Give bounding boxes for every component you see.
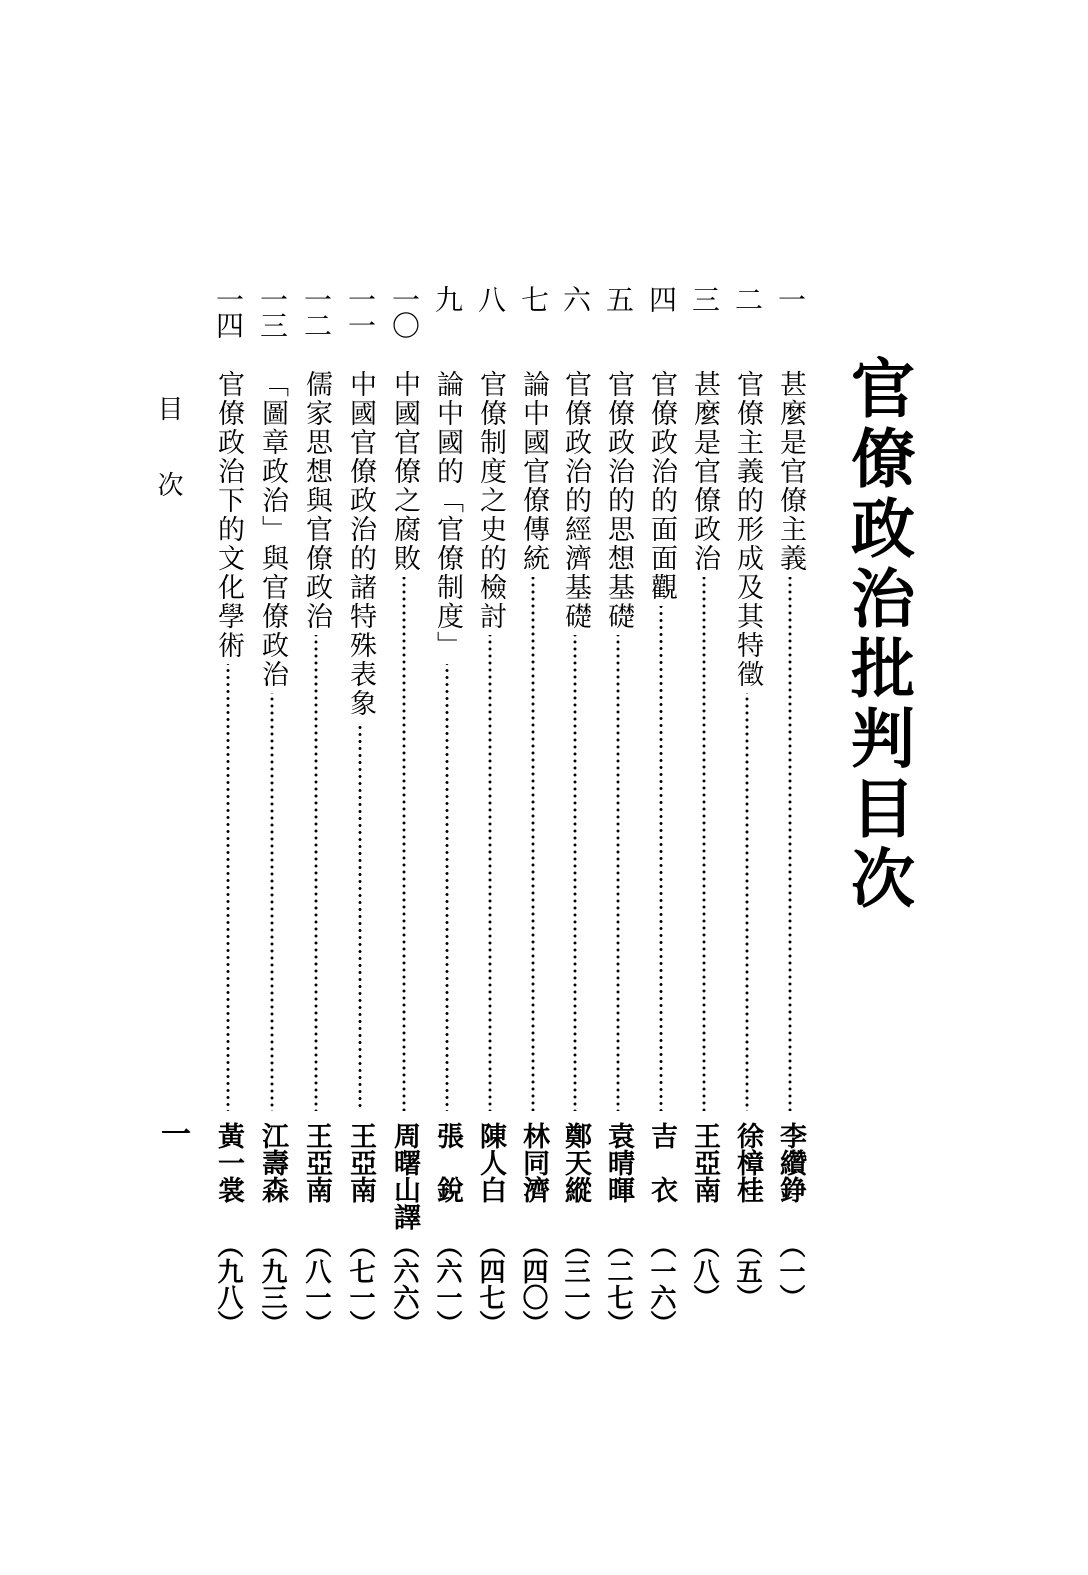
- entry-title: 中國官僚政治的諸特殊表象: [345, 370, 376, 718]
- entry-number: 一三: [256, 285, 289, 337]
- entry-title: 論中國官僚傳統: [518, 370, 549, 573]
- entry-author: 王亞南: [689, 1122, 720, 1203]
- entry-number: 一: [774, 285, 807, 311]
- toc-entry[interactable]: [643, 370, 679, 1115]
- leader-dots: [557, 635, 593, 1111]
- entry-page: （九八）: [213, 1232, 243, 1336]
- entry-title: 甚麼是官僚主義: [775, 370, 806, 573]
- entry-page: （一）: [775, 1232, 805, 1310]
- entry-page: （八一）: [301, 1232, 331, 1336]
- entry-page: （二七）: [603, 1232, 633, 1336]
- entry-number: 四: [645, 285, 678, 311]
- entry-title: 甚麼是官僚政治: [689, 370, 720, 573]
- toc-entry[interactable]: [472, 370, 508, 1115]
- entry-page: （七一）: [345, 1232, 375, 1336]
- leader-dots: [729, 693, 765, 1111]
- entry-title: 官僚制度之史的檢討: [475, 370, 506, 631]
- entry-title: 官僚主義的形成及其特徵: [732, 370, 763, 689]
- entry-number: 一一: [344, 285, 377, 337]
- entry-number: 三: [688, 285, 721, 311]
- entry-page: （九三）: [257, 1232, 287, 1336]
- entry-author: 鄭天縱: [560, 1122, 591, 1203]
- toc-entry[interactable]: [342, 370, 378, 1115]
- entry-page: （五）: [732, 1232, 762, 1310]
- entry-title: 中國官僚之腐敗: [389, 370, 420, 573]
- running-footer: 目次: [153, 395, 183, 547]
- entry-title: 論中國的「官僚制度」: [432, 370, 463, 660]
- page-number: 一: [155, 1118, 190, 1148]
- toc-entry[interactable]: [386, 370, 422, 1115]
- entry-author: 王亞南: [301, 1122, 332, 1203]
- leader-dots: [386, 577, 422, 1111]
- toc-entry[interactable]: [557, 370, 593, 1115]
- entry-page: （一六）: [646, 1232, 676, 1336]
- entry-author: 徐樟桂: [732, 1122, 763, 1203]
- leader-dots: [342, 722, 378, 1111]
- leader-dots: [686, 577, 722, 1111]
- leader-dots: [515, 577, 551, 1111]
- entry-number: 六: [559, 285, 592, 311]
- entry-title: 官僚政治的面面觀: [646, 370, 677, 602]
- entry-author: 袁晴暉: [603, 1122, 634, 1203]
- toc-entry[interactable]: [429, 370, 465, 1115]
- entry-title: 官僚政治下的文化學術: [213, 370, 244, 660]
- entry-author: 吉 衣: [646, 1122, 677, 1203]
- entry-author: 林同濟: [518, 1122, 549, 1203]
- leader-dots: [472, 635, 508, 1111]
- leader-dots: [298, 635, 334, 1111]
- entry-author: 周曙山譯: [389, 1122, 420, 1230]
- entry-number: 二: [731, 285, 764, 311]
- toc-entry[interactable]: [515, 370, 551, 1115]
- entry-title: 官僚政治的經濟基礎: [560, 370, 591, 631]
- entry-page: （四〇）: [518, 1232, 548, 1336]
- leader-dots: [429, 664, 465, 1111]
- entry-number: 九: [431, 285, 464, 311]
- entry-number: 一〇: [388, 285, 421, 337]
- toc-entry[interactable]: [210, 370, 246, 1115]
- entry-title: 官僚政治的思想基礎: [603, 370, 634, 631]
- entry-number: 一四: [212, 285, 245, 337]
- entry-author: 王亞南: [345, 1122, 376, 1203]
- toc-entry[interactable]: [772, 370, 808, 1115]
- entry-page: （三一）: [560, 1232, 590, 1336]
- entry-page: （六一）: [432, 1232, 462, 1336]
- entry-title: 「圖章政治」與官僚政治: [257, 370, 288, 689]
- entry-page: （四七）: [475, 1232, 505, 1336]
- entry-number: 七: [517, 285, 550, 311]
- leader-dots: [254, 693, 290, 1111]
- toc-entry[interactable]: [686, 370, 722, 1115]
- toc-entry[interactable]: [729, 370, 765, 1115]
- entry-author: 陳人白: [475, 1122, 506, 1203]
- entry-author: 李纘錚: [775, 1122, 806, 1203]
- leader-dots: [210, 664, 246, 1111]
- page-title: 官僚政治批判目次: [840, 355, 915, 915]
- toc-entry[interactable]: [254, 370, 290, 1115]
- entry-title: 儒家思想與官僚政治: [301, 370, 332, 631]
- entry-author: 張 銳: [432, 1122, 463, 1203]
- entry-page: （六六）: [389, 1232, 419, 1336]
- leader-dots: [643, 606, 679, 1111]
- entry-page: （八）: [689, 1232, 719, 1310]
- leader-dots: [772, 577, 808, 1111]
- entry-number: 一二: [300, 285, 333, 337]
- toc-entry[interactable]: [298, 370, 334, 1115]
- entry-author: 黃一裳: [213, 1122, 244, 1203]
- toc-entry[interactable]: [600, 370, 636, 1115]
- entry-number: 五: [602, 285, 635, 311]
- entry-author: 江壽森: [257, 1122, 288, 1203]
- leader-dots: [600, 635, 636, 1111]
- entry-number: 八: [474, 285, 507, 311]
